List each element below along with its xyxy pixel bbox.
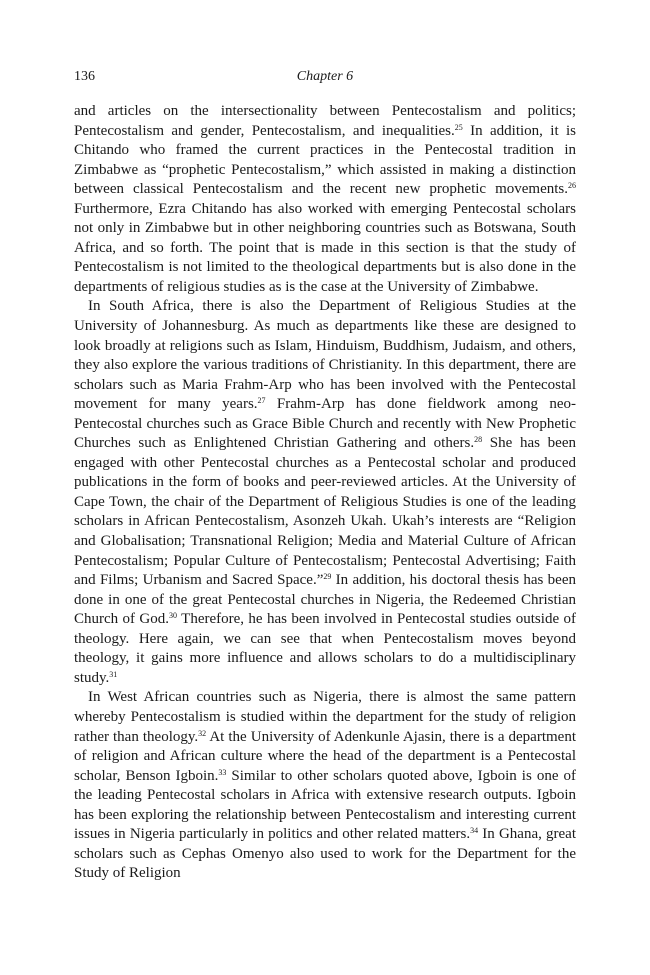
- text-run: In South Africa, there is also the Department of Religious Studies at the University of Johannesburg. As much as departments like these are designed to look broadly at religions such as Islam, Hinduism, Buddhism, Judaism, and others, they also explore the various traditions of Christianity. In this department, there are scholars such as Maria Frahm-Arp who has been involved with the Pentecostal movement for many years.: [74, 298, 576, 413]
- paragraph: [74, 688, 576, 883]
- footnote-marker: 29: [323, 572, 332, 582]
- text-run: In West African countries such as Nigeria, there is almost the same pattern whereby Pentecostalism is studied within the department for the study of religion rather than theology.: [74, 689, 576, 745]
- chapter-title: Chapter 6: [296, 69, 354, 84]
- text-run: She has been engaged with other Pentecostal churches as a Pentecostal scholar and produced publications in the form of books and peer-reviewed articles. At the University of Cape Town, the chair of the Department of Religious Studies is one of the leading scholars in African Pentecostalism, Asonzeh Ukah. Ukah’s interests are “Religion and Globalisation; Transnational Religion; Media and Material Culture of African Pentecostalism; Popular Culture of Pentecostalism; Pentecostal Advertising; Faith and Films; Urbanism and Sacred Space.”: [74, 435, 576, 589]
- text-run: In addition, his doctoral thesis has been done in one of the great Pentecostal churches in Nigeria, the Redeemed Christian Church of God.: [74, 572, 576, 628]
- body-text: [74, 102, 576, 884]
- running-head: [74, 66, 576, 88]
- text-run: In addition, it is Chitando who framed the current practices in the Pentecostal tradition in Zimbabwe as “prophetic Pentecostalism,” which assisted in making a distinction between classical Pentecostalism and the recent new prophetic movements.: [74, 122, 576, 198]
- paragraph: [74, 297, 576, 688]
- text-run: Frahm-Arp has done fieldwork among neo-Pentecostal churches such as Grace Bible Church and recently with New Prophetic Churches such as Enlightened Christian Gathering and others.: [74, 396, 576, 452]
- footnote-marker: 28: [474, 435, 483, 445]
- footnote-marker: 27: [257, 396, 266, 406]
- text-run: Furthermore, Ezra Chitando has also worked with emerging Pentecostal scholars not only in Zimbabwe but in other neighboring countries such as Botswana, South Africa, and so forth. The point that is made in this section is that the study of Pentecostalism is not limited to the theological departments but is also done in the departments of religious studies as is the case at the University of Zimbabwe.: [74, 200, 576, 295]
- book-page: [74, 66, 576, 884]
- footnote-marker: 31: [109, 669, 118, 679]
- footnote-marker: 33: [218, 767, 227, 777]
- footnote-marker: 32: [198, 728, 207, 738]
- text-run: and articles on the intersectionality between Pentecostalism and politics; Pentecostalism and gender, Pentecostalism, and inequalities.: [74, 103, 576, 139]
- footnote-marker: 26: [568, 181, 576, 191]
- footnote-marker: 34: [470, 826, 479, 836]
- text-run: In Ghana, great scholars such as Cephas Omenyo also used to work for the Department for the Study of Religion: [74, 826, 576, 882]
- text-run: At the University of Adenkunle Ajasin, there is a department of religion and African culture where the head of the department is a Pentecostal scholar, Benson Igboin.: [74, 728, 576, 784]
- text-run: Similar to other scholars quoted above, Igboin is one of the leading Pentecostal scholars in Africa with extensive research outputs. Igboin has been exploring the relationship between Pentecostalism and interesting current issues in Nigeria particularly in politics and other related matters.: [74, 767, 576, 843]
- page-number: 136: [74, 69, 95, 84]
- footnote-marker: 30: [169, 611, 178, 621]
- paragraph: [74, 102, 576, 297]
- text-run: Therefore, he has been involved in Pentecostal studies outside of theology. Here again, we can see that when Pentecostalism moves beyond theology, it gains more influence and allows scholars to do a multidisciplinary study.: [74, 611, 576, 686]
- footnote-marker: 25: [454, 122, 463, 132]
